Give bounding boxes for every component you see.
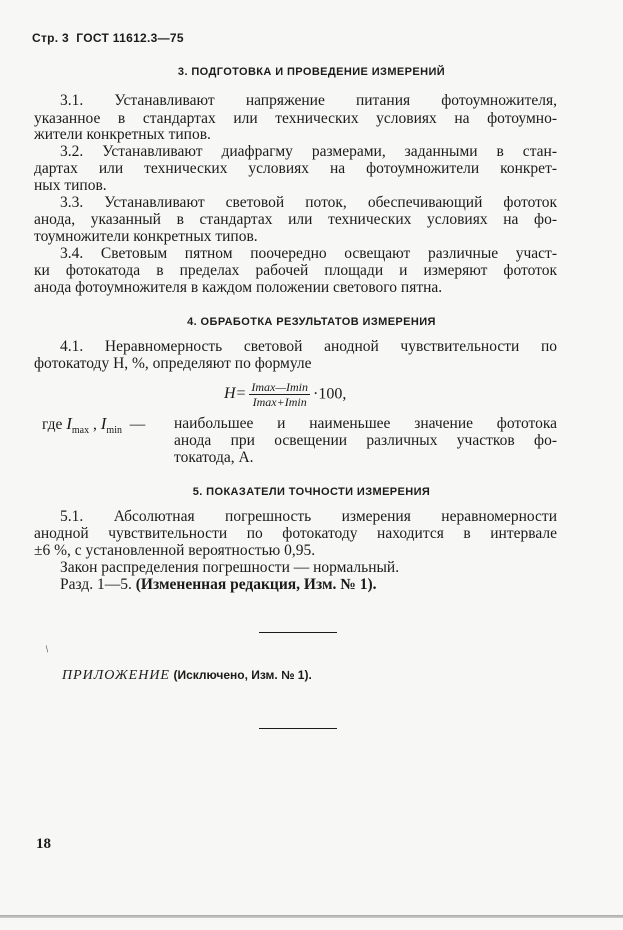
s3-line-10: 3.4. Световым пятном поочередно освещают различные участ- [60, 245, 557, 262]
subscript-max: max [71, 425, 90, 437]
formula-numerator: Imax—Imin [251, 380, 309, 394]
s5-line-2: анодной чувствительности по фотокатоду находится в интервале [34, 525, 557, 542]
divider-2 [259, 728, 337, 729]
page-header [32, 31, 184, 45]
formula [224, 380, 346, 409]
amendment-note [60, 576, 377, 594]
page-number: 18 [36, 836, 51, 852]
s4-line-1: 4.1. Неравномерность световой анодной чувствительности по [60, 338, 557, 355]
subscript-min: min [106, 425, 122, 437]
amendment-prefix: Разд. 1—5. [60, 576, 132, 593]
section-4-title: 4. ОБРАБОТКА РЕЗУЛЬТАТОВ ИЗМЕРЕНИЯ [187, 316, 436, 328]
symbol-i-max: I [66, 414, 72, 433]
amendment-text: (Измененная редакция, Изм. № 1). [135, 576, 377, 593]
where-line-3: токатода, А. [174, 449, 254, 466]
formula-lhs: H= [224, 385, 247, 403]
where-line-1: наибольшее и наименьшее значение фототока [174, 415, 557, 432]
symbol-i-min: I [100, 414, 107, 433]
where-label [42, 414, 145, 436]
appendix-note: (Исключено, Изм. № 1). [173, 668, 312, 682]
s3-line-7: 3.3. Устанавливают световой поток, обеспечивающий фототок [60, 194, 557, 211]
s3-line-4: 3.2. Устанавливают диафрагму размерами, заданными в стан- [60, 143, 557, 160]
s3-line-2: указанное в стандартах или технических условиях на фотоумно- [34, 110, 557, 127]
where-prefix: где [42, 416, 63, 433]
formula-fraction [249, 380, 310, 409]
section-5-title: 5. ПОКАЗАТЕЛИ ТОЧНОСТИ ИЗМЕРЕНИЯ [192, 486, 431, 498]
page-label: Стр. 3 [32, 31, 70, 45]
s5-line-4: Закон распределения погрешности — нормальный. [60, 559, 400, 576]
appendix-line [62, 668, 312, 684]
s3-line-9: тоумножители конкретных типов. [34, 228, 258, 245]
s4-line-2: фотокатоду H, %, определяют по формуле [34, 355, 312, 372]
s5-line-3: ±6 %, с установленной вероятностью 0,95. [34, 542, 316, 559]
s3-line-5: дартах или технических условиях на фотоумножители конкрет- [34, 160, 557, 177]
formula-denominator: Imax+Imin [252, 395, 307, 409]
formula-tail: ·100, [313, 385, 347, 403]
s3-line-11: ки фотокатода в пределах рабочей площади и измеряют фототок [34, 262, 557, 279]
scan-mark: / [43, 644, 52, 655]
where-separator: , [93, 416, 97, 433]
s3-line-12: анода фотоумножителя в каждом положении светового пятна. [34, 279, 443, 296]
s3-line-8: анода, указанный в стандартах или технических условиях на фо- [34, 211, 557, 228]
divider-1 [259, 632, 337, 633]
s3-line-1: 3.1. Устанавливают напряжение питания фотоумножителя, [60, 92, 557, 109]
section-3-title: 3. ПОДГОТОВКА И ПРОВЕДЕНИЕ ИЗМЕРЕНИЙ [177, 66, 446, 78]
s5-line-1: 5.1. Абсолютная погрешность измерения неравномерности [60, 508, 557, 525]
scan-edge [0, 915, 623, 918]
standard-code: ГОСТ 11612.3—75 [76, 31, 184, 45]
where-line-2: анода при освещении различных участков фо- [174, 432, 557, 449]
s3-line-3: жители конкретных типов. [34, 126, 211, 143]
s3-line-6: ных типов. [34, 177, 107, 194]
appendix-title: ПРИЛОЖЕНИЕ [62, 668, 170, 683]
where-dash: — [129, 416, 146, 433]
